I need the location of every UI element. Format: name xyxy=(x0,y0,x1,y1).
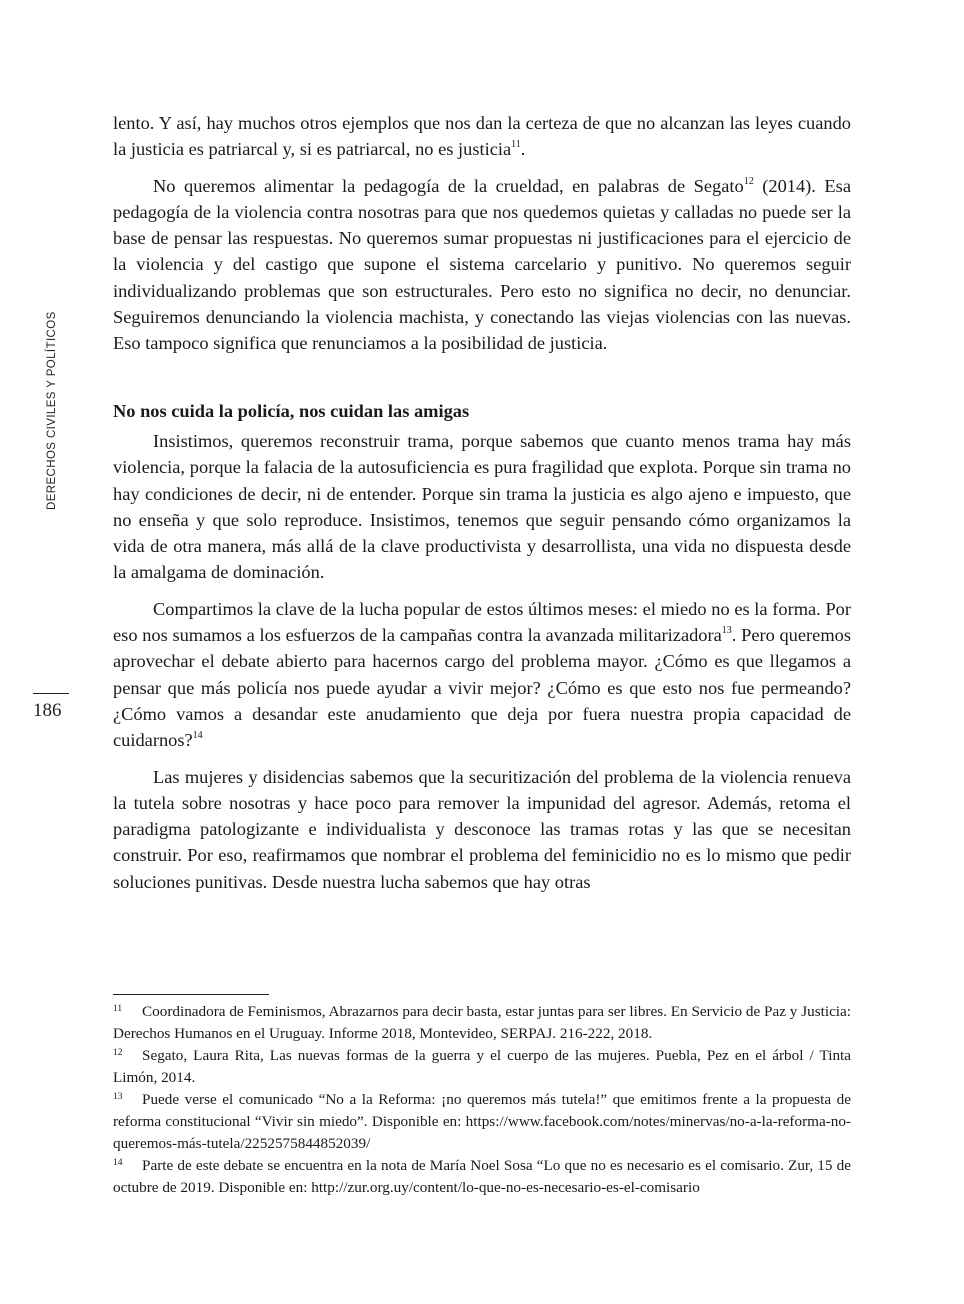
footnote-item: 14 Parte de este debate se encuentra en la nota de María Noel Sosa “Lo que no es necesario es el comisario. Zur, 15 de octubre de 2019. Disponible en: http://zur.org.uy/content/lo-que-no-es-necesario-es-el-comisario xyxy=(113,1157,851,1196)
section-heading: No nos cuida la policía, nos cuidan las amigas xyxy=(113,400,470,421)
paragraph: Las mujeres y disidencias sabemos que la securitización del problema de la violencia renueva la tutela sobre nosotras y hace poco para remover la impunidad del agresor. Además, retoma el paradigma patologizante e individualista y desconoce las tramas rotas y las que se necesitan construir. Por eso, reafirmamos que nombrar el problema del feminicidio no es lo mismo que pedir soluciones punitivas. Desde nuestra lucha sabemos que hay otras xyxy=(113,766,851,892)
footnotes xyxy=(113,1001,851,1199)
footnote-item: 11 Coordinadora de Feminismos, Abrazarnos para decir basta, estar juntas para ser libres. En Servicio de Paz y Justicia: Derechos Humanos en el Uruguay. Informe 2018, Montevideo, SERPAJ. 216-222, 2018. xyxy=(113,1003,851,1042)
paragraph-text: Compartimos la clave de la lucha popular de estos últimos meses: el miedo no es la forma. Por eso nos sumamos a los esfuerzos de la campañas contra la avanzada militarizadora xyxy=(113,598,851,646)
footnote-text: Puede verse el comunicado “No a la Reforma: ¡no queremos más tutela!” que emitimos frente a la propuesta de reforma constitucional “Vivir sin miedo”. Disponible en: https://www.facebook.com/notes/minervas/no-a-la-reforma-no-queremos-más-tutela/2252575844852039/ xyxy=(113,1091,851,1152)
paragraph xyxy=(113,596,851,754)
page-number-rule xyxy=(33,693,69,694)
footnote-ref-14[interactable]: 14 xyxy=(192,730,203,742)
footnote-text: Parte de este debate se encuentra en la nota de María Noel Sosa “Lo que no es necesario es el comisario. Zur, 15 de octubre de 2019. Disponible en: http://zur.org.uy/content/lo-que-no-es-necesario-es-el-comisario xyxy=(113,1157,851,1196)
paragraph-text: No queremos alimentar la pedagogía de la crueldad, en palabras de Segato xyxy=(153,175,744,196)
footnote-item: 12 Segato, Laura Rita, Las nuevas formas de la guerra y el cuerpo de las mujeres. Puebla, Pez en el árbol / Tinta Limón, 2014. xyxy=(113,1047,851,1086)
footnote-separator xyxy=(113,994,269,995)
paragraph-text: . xyxy=(520,139,526,160)
paragraph xyxy=(113,173,851,357)
footnote-ref-13[interactable]: 13 xyxy=(721,625,732,637)
footnote-item: 13 Puede verse el comunicado “No a la Reforma: ¡no queremos más tutela!” que emitimos frente a la propuesta de reforma constitucional “Vivir sin miedo”. Disponible en: https://www.facebook.com/notes/minervas/no-a-la-reforma-no-queremos-más-tutela/2252575844852039/ xyxy=(113,1091,851,1152)
page-number: 186 xyxy=(33,700,62,721)
footnote-ref-11[interactable]: 11 xyxy=(511,139,521,151)
paragraph-text: . Pero queremos aprovechar el debate abierto para hacernos cargo del problema mayor. ¿Cómo es que llegamos a pensar que más policía nos puede ayudar a vivir mejor? ¿Cómo es que esto nos fue permeando? ¿Cómo vamos a desandar este anudamiento que deja por fuera nuestra propia capacidad de cuidarnos? xyxy=(113,625,851,751)
footnote-ref-12[interactable]: 12 xyxy=(743,175,754,187)
paragraph: Insistimos, queremos reconstruir trama, porque sabemos que cuanto menos trama hay más violencia, porque la falacia de la autosuficiencia es pura fragilidad que explota. Porque sin trama no hay condiciones de decir, ni de entender. Porque sin trama la justicia es algo ajeno e impuesto, que no enseña y que solo reproduce. Insistimos, tenemos que seguir pensando cómo organizamos la vida de otra manera, más allá de la clave productivista y desarrollista, una vida no dispuesta desde la amalgama de dominación. xyxy=(113,430,851,583)
paragraph xyxy=(113,110,851,163)
paragraph-text: lento. Y así, hay muchos otros ejemplos que nos dan la certeza de que no alcanzan las leyes cuando la justicia es patriarcal y, si es patriarcal, no es justicia xyxy=(113,113,851,160)
main-text xyxy=(113,110,851,905)
running-section-title: DERECHOS CIVILES Y POLÍTICOS xyxy=(46,311,58,510)
footnote-text: Segato, Laura Rita, Las nuevas formas de la guerra y el cuerpo de las mujeres. Puebla, Pez en el árbol / Tinta Limón, 2014. xyxy=(113,1047,851,1086)
footnote-text: Coordinadora de Feminismos, Abrazarnos para decir basta, estar juntas para ser libres. En Servicio de Paz y Justicia: Derechos Humanos en el Uruguay. Informe 2018, Montevideo, SERPAJ. 216-222, 2018. xyxy=(113,1003,851,1042)
paragraph-text: (2014). Esa pedagogía de la violencia contra nosotras para que nos quedemos quietas y calladas no puede ser la base de pensar las respuestas. No queremos sumar propuestas ni justificaciones para el ejercicio de la violencia y del castigo que supone el sistema carcelario y punitivo. No queremos seguir individualizando problemas que son estructurales. Pero esto no significa no decir, no denunciar. Seguiremos denunciando la violencia machista, y conectando las viejas violencias con las nuevas. Eso tampoco significa que renunciamos a la posibilidad de justicia. xyxy=(113,175,851,354)
